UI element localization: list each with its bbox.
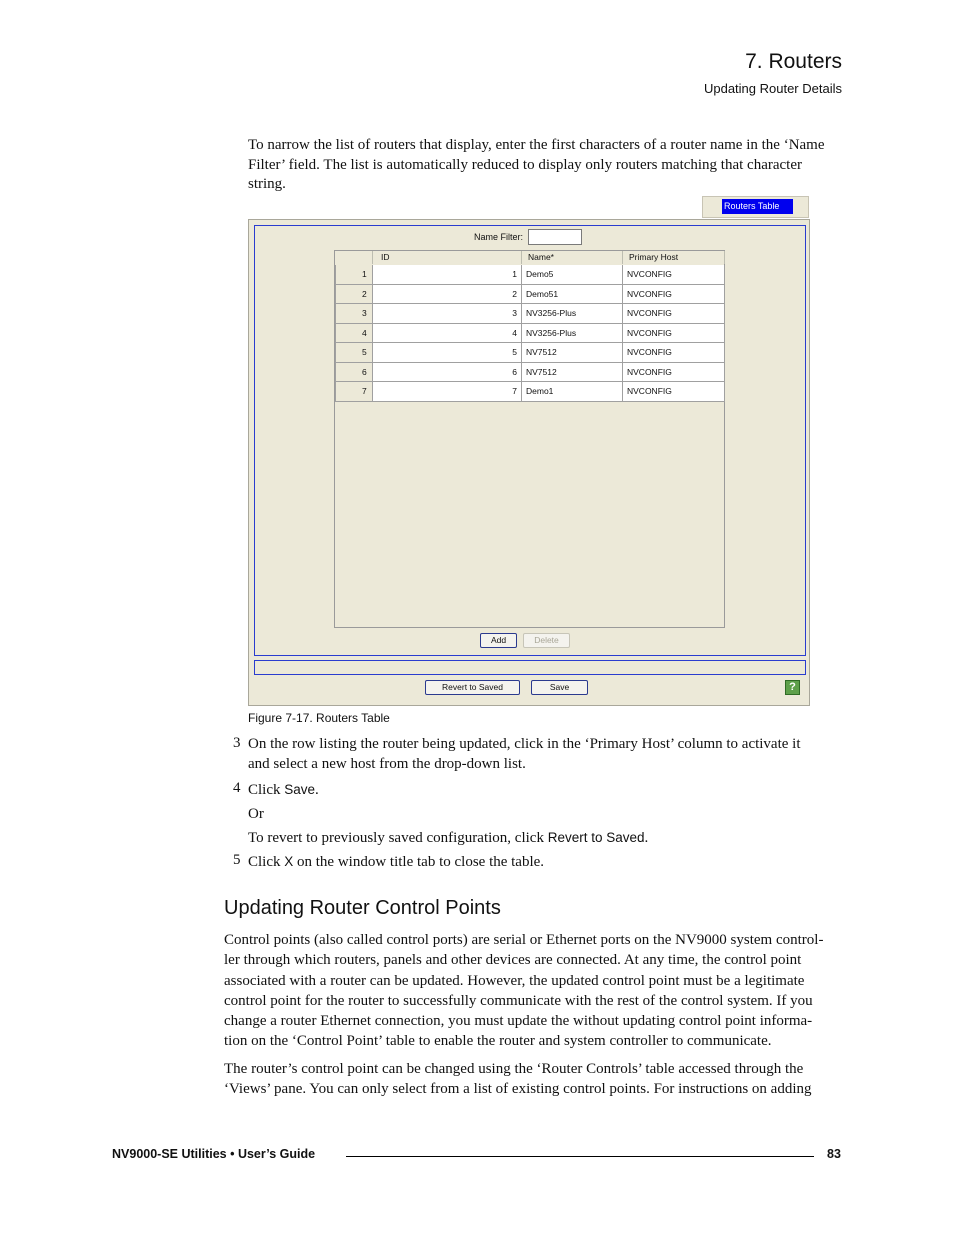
row-number[interactable]: 5 bbox=[335, 343, 373, 363]
step-number: 5 bbox=[233, 852, 241, 868]
step-3 bbox=[248, 735, 801, 774]
row-number[interactable]: 6 bbox=[335, 363, 373, 383]
cell-primary-host[interactable]: NVCONFIG bbox=[623, 324, 725, 344]
status-bar bbox=[254, 660, 806, 675]
row-number[interactable]: 7 bbox=[335, 382, 373, 402]
page-number: 83 bbox=[827, 1147, 841, 1161]
text-line: control point for the router to successfully communicate with the rest of the control system. If you bbox=[224, 992, 813, 1009]
revert-instruction bbox=[248, 828, 648, 849]
chapter-title: 7. Routers bbox=[745, 50, 842, 73]
row-number[interactable]: 4 bbox=[335, 324, 373, 344]
cell-name[interactable]: Demo51 bbox=[522, 285, 623, 305]
cell-name[interactable]: NV7512 bbox=[522, 343, 623, 363]
cell-id[interactable]: 2 bbox=[373, 285, 522, 305]
text-line: change a router Ethernet connection, you must update the without updating control point informa- bbox=[224, 1013, 813, 1030]
row-number[interactable]: 2 bbox=[335, 285, 373, 305]
save-button[interactable]: Save bbox=[531, 680, 588, 695]
section-subtitle: Updating Router Details bbox=[703, 81, 842, 96]
table-row[interactable] bbox=[335, 265, 725, 285]
text-line: On the row listing the router being updated, click in the ‘Primary Host’ column to activate it bbox=[248, 736, 801, 752]
cell-primary-host[interactable]: NVCONFIG bbox=[623, 304, 725, 324]
body-paragraph-2 bbox=[224, 1059, 812, 1100]
step-text: Click bbox=[248, 854, 285, 870]
cell-id[interactable]: 7 bbox=[373, 382, 522, 402]
text-line: Control points (also called control ports) are serial or Ethernet ports on the NV9000 system control- bbox=[224, 932, 824, 948]
row-number[interactable]: 3 bbox=[335, 304, 373, 324]
text-line: To narrow the list of routers that display, enter the first characters of a router name in the ‘Name bbox=[248, 137, 825, 153]
add-button[interactable]: Add bbox=[480, 633, 517, 648]
cell-id[interactable]: 3 bbox=[373, 304, 522, 324]
text-line: tion on the ‘Control Point’ table to enable the router and system controller to communicate. bbox=[224, 1033, 772, 1050]
column-header-id[interactable]: ID bbox=[373, 251, 522, 264]
text-line: and select a new host from the drop-down list. bbox=[248, 755, 526, 772]
table-row[interactable] bbox=[335, 363, 725, 383]
intro-paragraph bbox=[248, 136, 825, 195]
step-4 bbox=[248, 780, 319, 801]
step-text-end: . bbox=[644, 830, 649, 846]
step-number: 4 bbox=[233, 780, 241, 796]
name-filter-label: Name Filter: bbox=[474, 232, 524, 242]
text-line: string. bbox=[248, 176, 286, 192]
table-row[interactable] bbox=[335, 382, 725, 402]
table-row[interactable] bbox=[335, 285, 725, 305]
figure-caption: Figure 7-17. Routers Table bbox=[248, 711, 390, 725]
step-text: To revert to previously saved configuration, click bbox=[248, 830, 548, 846]
cell-primary-host[interactable]: NVCONFIG bbox=[623, 343, 725, 363]
cell-primary-host[interactable]: NVCONFIG bbox=[623, 363, 725, 383]
text-line: associated with a router can be updated. However, the updated control point must be a legitimate bbox=[224, 972, 805, 989]
help-icon[interactable]: ? bbox=[785, 680, 800, 695]
section-heading: Updating Router Control Points bbox=[224, 897, 501, 919]
step-number: 3 bbox=[233, 735, 241, 751]
column-header-primary-host[interactable]: Primary Host bbox=[623, 251, 725, 264]
text-line: Filter’ field. The list is automatically reduced to display only routers matching that character bbox=[248, 156, 802, 173]
cell-primary-host[interactable]: NVCONFIG bbox=[623, 265, 725, 285]
command-revert-to-saved: Revert to Saved bbox=[547, 830, 645, 845]
row-number[interactable]: 1 bbox=[335, 265, 373, 285]
cell-name[interactable]: Demo5 bbox=[522, 265, 623, 285]
table-row[interactable] bbox=[335, 343, 725, 363]
revert-to-saved-button[interactable]: Revert to Saved bbox=[425, 680, 520, 695]
name-filter-input[interactable] bbox=[528, 229, 582, 245]
cell-name[interactable]: Demo1 bbox=[522, 382, 623, 402]
table-body bbox=[335, 265, 725, 402]
text-line: The router’s control point can be changed using the ‘Router Controls’ table accessed through the bbox=[224, 1061, 804, 1077]
body-paragraph-1 bbox=[224, 930, 823, 1052]
cell-primary-host[interactable]: NVCONFIG bbox=[623, 285, 725, 305]
cell-id[interactable]: 1 bbox=[373, 265, 522, 285]
cell-primary-host[interactable]: NVCONFIG bbox=[623, 382, 725, 402]
text-line: ler through which routers, panels and other devices are connected. At any time, the control point bbox=[224, 952, 802, 969]
table-row[interactable] bbox=[335, 324, 725, 344]
step-text: Click bbox=[248, 782, 285, 798]
footer-rule bbox=[346, 1156, 814, 1157]
or-text: Or bbox=[248, 806, 264, 822]
command-save: Save bbox=[284, 782, 316, 797]
cell-id[interactable]: 6 bbox=[373, 363, 522, 383]
command-x: X bbox=[284, 854, 294, 869]
step-text-end: . bbox=[315, 782, 319, 798]
cell-id[interactable]: 4 bbox=[373, 324, 522, 344]
cell-name[interactable]: NV3256-Plus bbox=[522, 304, 623, 324]
delete-button[interactable]: Delete bbox=[523, 633, 570, 648]
text-line: ‘Views’ pane. You can only select from a list of existing control points. For instructions on adding bbox=[224, 1081, 812, 1098]
step-text-end: on the window title tab to close the table. bbox=[293, 854, 545, 870]
cell-name[interactable]: NV7512 bbox=[522, 363, 623, 383]
footer-title: NV9000-SE Utilities • User’s Guide bbox=[112, 1147, 316, 1161]
tab-routers-table[interactable]: Routers Table bbox=[722, 199, 793, 214]
step-5 bbox=[248, 852, 544, 873]
column-header-name[interactable]: Name* bbox=[522, 251, 623, 264]
table-header bbox=[335, 251, 725, 264]
cell-name[interactable]: NV3256-Plus bbox=[522, 324, 623, 344]
row-header-corner bbox=[335, 251, 373, 264]
table-row[interactable] bbox=[335, 304, 725, 324]
cell-id[interactable]: 5 bbox=[373, 343, 522, 363]
